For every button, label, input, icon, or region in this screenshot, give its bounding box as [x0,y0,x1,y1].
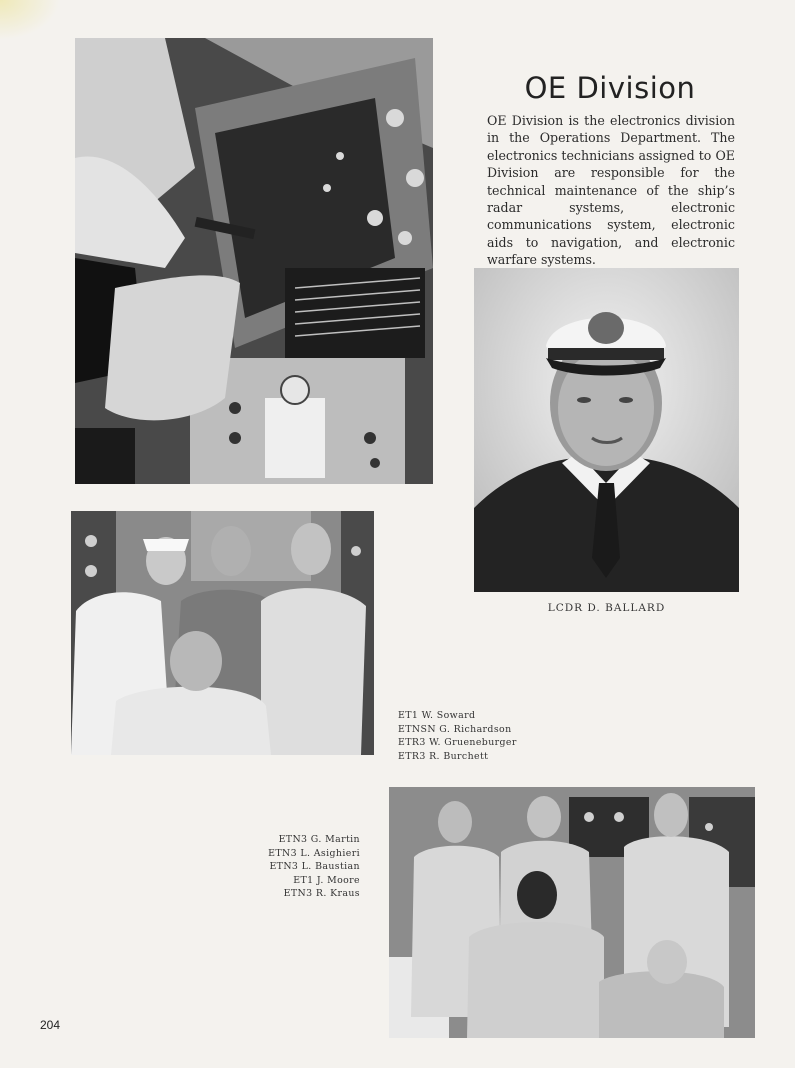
group-2-names [268,833,360,901]
group-2-name: ETN3 L. Asighieri [268,847,360,859]
group-1-name: ET1 W. Soward [398,710,476,721]
group-photo-1 [71,511,374,755]
group-2-name: ET1 J. Moore [293,874,360,886]
equipment-photo [75,38,433,484]
portrait-caption: LCDR D. BALLARD [547,602,666,614]
group-1-name: ETNSN G. Richardson [398,723,512,735]
group-1-names [398,709,517,763]
officer-portrait-photo [474,268,739,592]
page-title: OE Division [524,71,696,106]
group-1-name: ETR3 W. Grueneburger [398,737,517,749]
group-2-name: ETN3 R. Kraus [283,888,360,900]
group-1-name: ETR3 R. Burchett [398,750,489,762]
group-2-name: ETN3 L. Baustian [269,861,360,873]
group-photo-2 [389,787,755,1038]
group-2-name: ETN3 G. Martin [278,834,360,845]
page-corner-tint [0,0,60,40]
division-description: OE Division is the electronics division in the Operations Department. The electronics technicians assigned to OE Division are responsible for the technical maintenance of the ship’s radar systems, electronic communications system, electronic aids to navigation, and electronic warfare systems. [487,113,735,268]
page-number: 204 [40,1018,61,1032]
